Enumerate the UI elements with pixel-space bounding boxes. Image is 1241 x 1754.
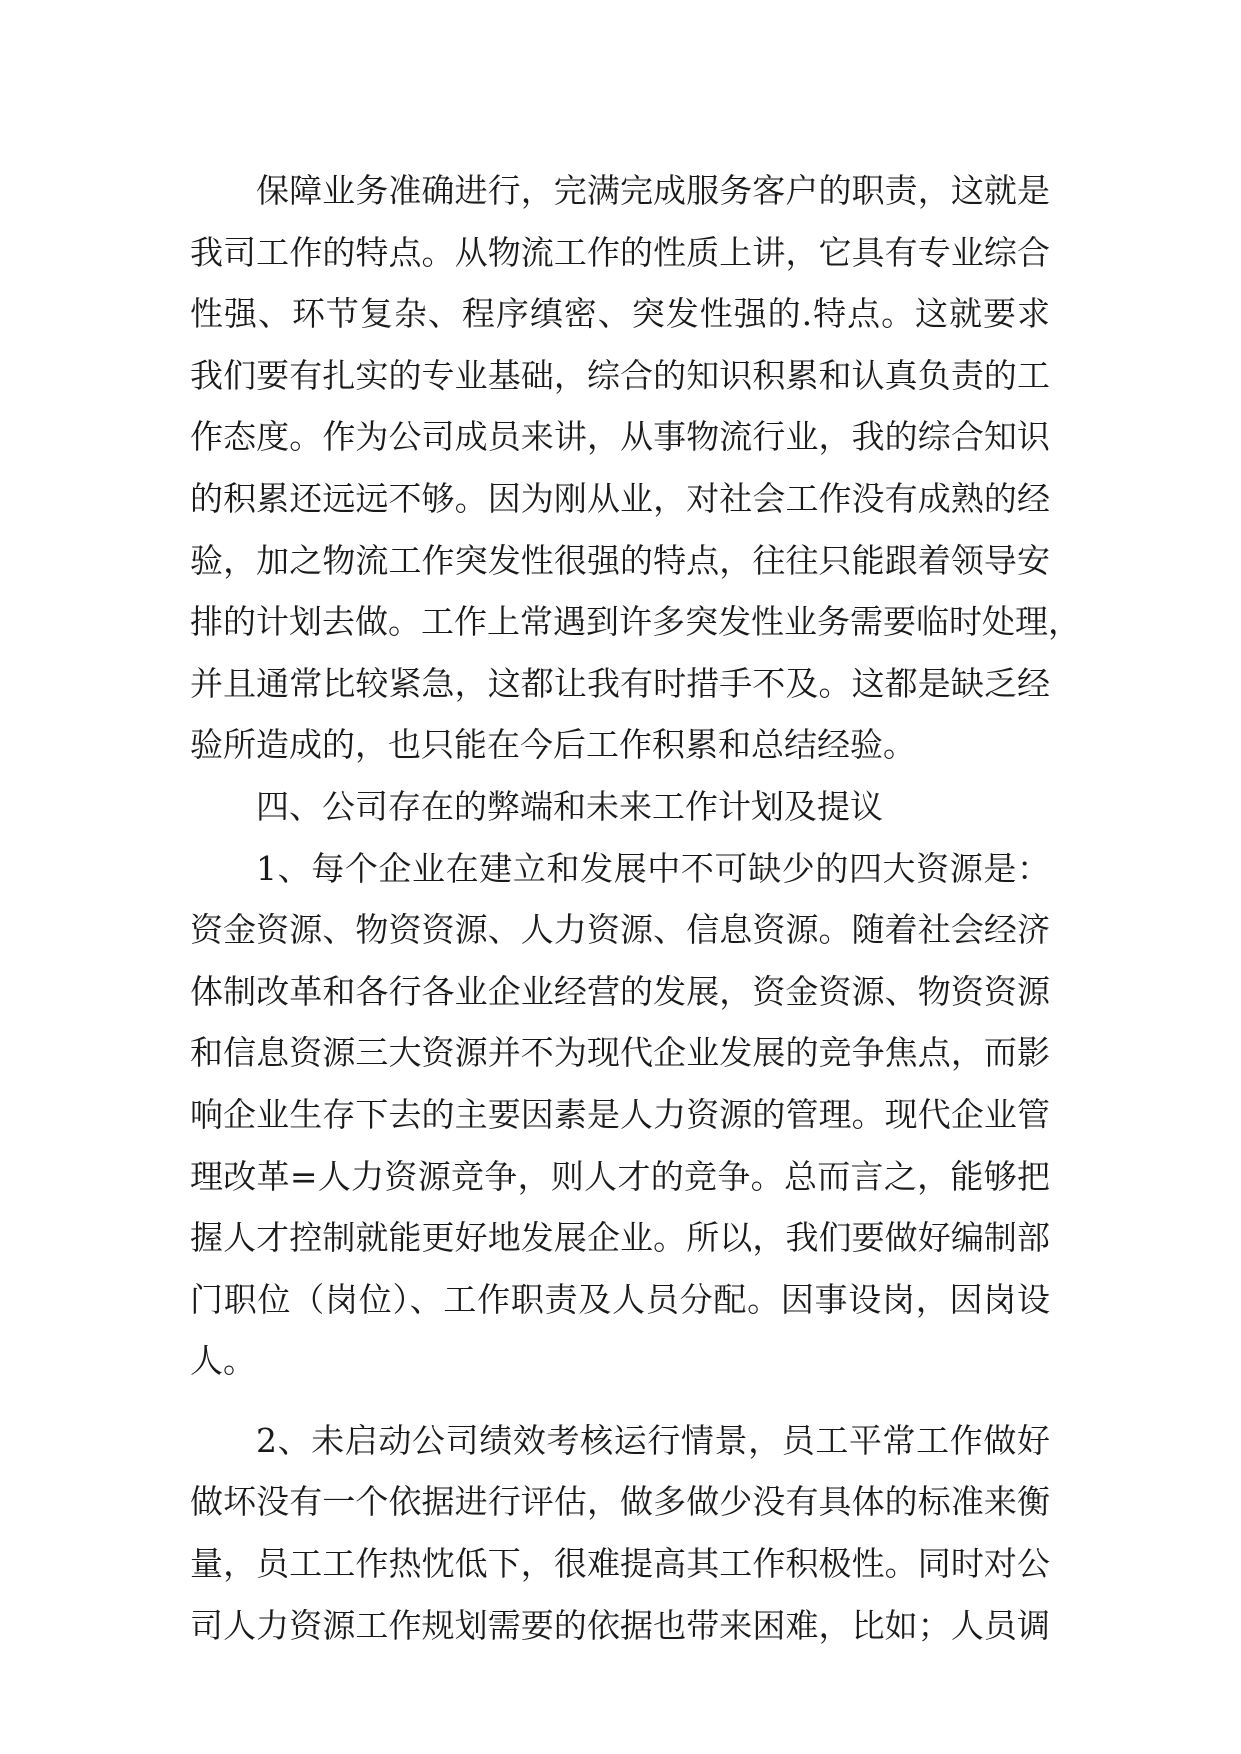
- text-line: 资金资源、物资资源、人力资源、信息资源。随着社会经济: [190, 910, 1050, 950]
- text-line: 人。: [190, 1341, 256, 1381]
- text-line: 排的计划去做。工作上常遇到许多突发性业务需要临时处理，: [190, 602, 1081, 642]
- text-line: 握人才控制就能更好地发展企业。所以，我们要做好编制部: [190, 1218, 1050, 1258]
- text-line: 并且通常比较紧急，这都让我有时措手不及。这都是缺乏经: [190, 663, 1050, 703]
- text-line: 保障业务准确进行，完满完成服务客户的职责，这就是: [256, 171, 1050, 210]
- text-line: 的积累还远远不够。因为刚从业，对社会工作没有成熟的经: [190, 478, 1050, 518]
- text-line: 1、每个企业在建立和发展中不可缺少的四大资源是：: [256, 848, 1050, 888]
- text-line: 验，加之物流工作突发性很强的特点，往往只能跟着领导安: [190, 540, 1050, 580]
- paragraph-gap: [190, 1392, 1050, 1410]
- paragraph-1: [190, 160, 1081, 776]
- text-line: 我司工作的特点。从物流工作的性质上讲，它具有专业综合: [190, 232, 1050, 272]
- text-line: 和信息资源三大资源并不为现代企业发展的竞争焦点，而影: [190, 1033, 1050, 1073]
- text-line: 量，员工工作热忱低下，很难提高其工作积极性。同时对公: [190, 1544, 1050, 1584]
- text-line: 验所造成的，也只能在今后工作积累和总结经验。: [190, 725, 916, 765]
- heading-line: 四、公司存在的弊端和未来工作计划及提议: [256, 786, 883, 826]
- document-body: [190, 160, 1081, 1656]
- text-line: 作态度。作为公司成员来讲，从事物流行业，我的综合知识: [190, 417, 1050, 457]
- text-line: 2、未启动公司绩效考核运行情景，员工平常工作做好: [256, 1420, 1050, 1460]
- text-line: 响企业生存下去的主要因素是人力资源的管理。现代企业管: [190, 1094, 1050, 1134]
- paragraph-3: [190, 838, 1050, 1392]
- text-line: 做坏没有一个依据进行评估，做多做少没有具体的标准来衡: [190, 1482, 1050, 1522]
- text-line: 司人力资源工作规划需要的依据也带来困难，比如；人员调: [190, 1605, 1050, 1645]
- paragraph-4: [190, 1410, 1050, 1656]
- section-heading: [190, 776, 1050, 838]
- text-line: 理改革=人力资源竞争，则人才的竞争。总而言之，能够把: [190, 1156, 1050, 1196]
- text-line: 我们要有扎实的专业基础，综合的知识积累和认真负责的工: [190, 355, 1050, 395]
- text-line: 性强、环节复杂、程序缜密、突发性强的.特点。这就要求: [190, 294, 1050, 334]
- text-line: 体制改革和各行各业企业经营的发展，资金资源、物资资源: [190, 971, 1050, 1011]
- text-line: 门职位（岗位）、工作职责及人员分配。因事设岗，因岗设: [190, 1279, 1050, 1319]
